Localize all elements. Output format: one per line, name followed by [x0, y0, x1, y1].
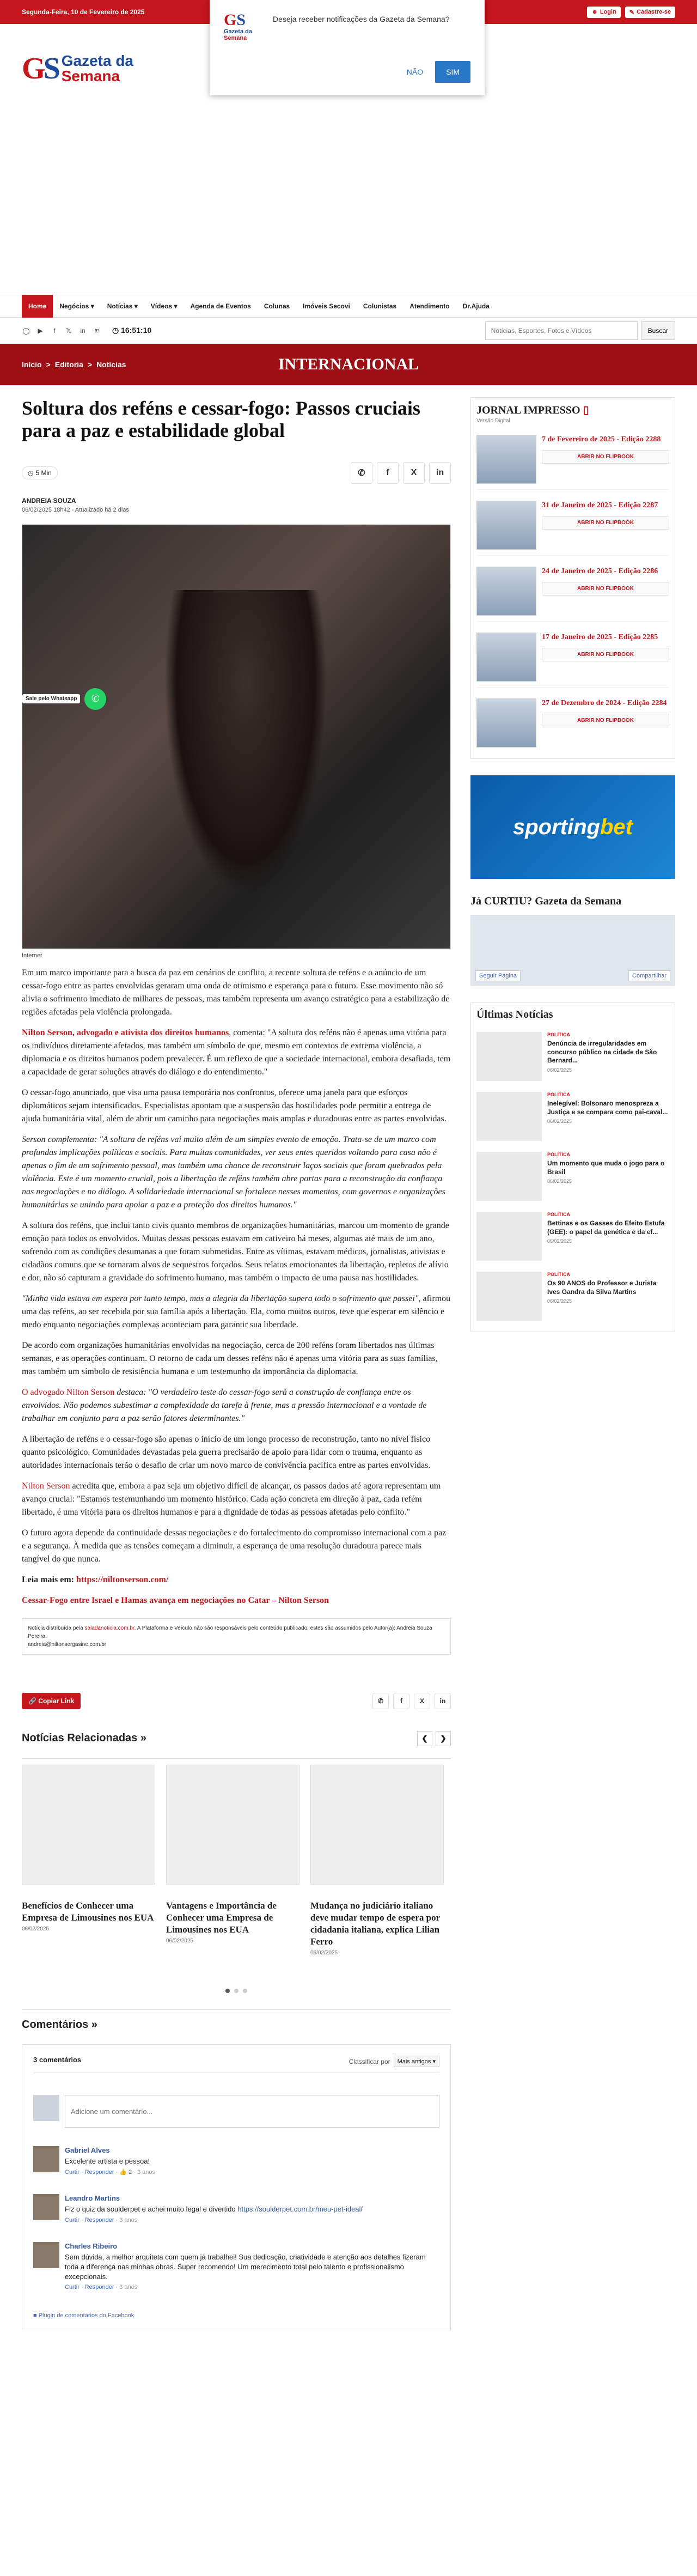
comments-count: 3 comentários [33, 2056, 82, 2064]
journal-subtitle: Versão Digital [476, 418, 510, 424]
avatar [33, 2095, 59, 2121]
edition [476, 435, 669, 490]
news-thumbnail[interactable] [476, 1092, 542, 1141]
nav-imoveis[interactable]: Imóveis Secovi [303, 302, 350, 310]
x-share-icon[interactable]: X [414, 1693, 430, 1709]
clock: ◷ 16:51:10 [112, 326, 152, 335]
news-date: 06/02/2025 [547, 1178, 572, 1184]
related-link[interactable]: Cessar-Fogo entre Israel e Hamas avança em negociações no Catar – Nilton Serson [22, 1595, 329, 1605]
facebook-icon: ■ [33, 2312, 39, 2319]
carousel-dot[interactable] [225, 1989, 230, 1993]
source-link[interactable]: saladanoticia.com.br [84, 1625, 134, 1631]
facebook-widget [470, 895, 675, 986]
news-date: 06/02/2025 [547, 1119, 572, 1125]
notification-yes-button[interactable]: SIM [435, 61, 470, 83]
related-card-date: 06/02/2025 [310, 1950, 338, 1957]
carousel-dot[interactable] [243, 1989, 247, 1993]
paragraph [22, 1594, 451, 1607]
edition [476, 698, 669, 753]
nav-colunistas[interactable]: Colunistas [363, 302, 397, 310]
news-title[interactable]: Os 90 ANOS do Professor e Jurista Ives Gandra da Silva Martins [547, 1279, 657, 1296]
paragraph: De acordo com organizações humanitárias envolvidas na negociação, cerca de 200 reféns foram libertados nas últimas semanas, e as operações continuam. O retorno de cada um desses reféns não é apenas uma vitória para as suas famílias, mas também um símbolo de resistência humana e um testemunho da importância da diplomacia. [22, 1340, 438, 1376]
read-more-link[interactable]: https://niltonserson.com/ [76, 1575, 169, 1584]
open-flipbook-button[interactable]: ABRIR NO FLIPBOOK [542, 450, 669, 464]
news-title[interactable]: Bettinas e os Gasses do Efeito Estufa (GEE): o papel da genética e da ef... [547, 1219, 665, 1236]
photo-subject [164, 590, 327, 895]
edition-title[interactable]: 31 de Janeiro de 2025 - Edição 2287 [542, 501, 658, 509]
nav-colunas[interactable]: Colunas [264, 302, 290, 310]
mobile-icon: ▯ [583, 404, 589, 416]
news-category: POLÍTICA [547, 1212, 570, 1217]
paragraph: Serson complementa: "A soltura de reféns vai muito além de um simples evento de emoção. Trata-se de um marco com profundas implicações políticas e sociais. Para muitas comunidades, ver seus entes queridos voltando para casa não é apenas o fim de um sofrimento pessoal, mas também uma chance de reconstruir laços sociais que foram quebrados pela violência. Este é um momento crucial, pois a libertação de reféns também abre portas para a reconstrução da confiança nas negociações e no diálogo. A solidariedade internacional se fortalece nesses momentos, com governos e organizações humanitárias se unindo para apoiar a paz e a proteção dos direitos humanos." [22, 1134, 445, 1210]
nav-atendimento[interactable]: Atendimento [409, 302, 450, 310]
user-icon: ☻ [591, 9, 598, 15]
section-banner [0, 344, 697, 385]
news-thumbnail[interactable] [476, 1272, 542, 1321]
facebook-share-icon[interactable]: f [393, 1693, 409, 1709]
youtube-icon[interactable]: ▶ [38, 326, 43, 335]
like-icon: 👍 [119, 2169, 127, 2176]
distribution-note: Notícia distribuída pela saladanoticia.com.br. A Plataforma e Veículo não são responsáveis pelo conteúdo publicado, estes são assumidos pelo Autor(a): Andreia Souza Pereira andreia@niltonsergasine.com.br [22, 1618, 451, 1655]
comment: Charles Ribeiro Sem dúvida, a melhor arquiteta com quem já trabalhei! Sua dedicação, criatividade e atenção aos detalhes fizeram toda a diferença nas minhas obras. Super recomendo! Um merecimento total pelo talento e profissionalismo excepcionais. Curtir · Responder · 3 anos [33, 2242, 439, 2291]
news-item[interactable] [476, 1272, 669, 1321]
news-date: 06/02/2025 [547, 1067, 572, 1073]
nav-negocios[interactable]: Negócios ▾ [59, 302, 94, 310]
avatar[interactable] [33, 2194, 59, 2220]
notification-message: Deseja receber notificações da Gazeta da Semana? [273, 15, 450, 23]
sportingbet-ad[interactable]: sportingbet [470, 775, 675, 879]
read-time: ◷ 5 Min [22, 466, 58, 479]
related-thumbnail[interactable] [310, 1765, 444, 1885]
user-plus-icon: ✎ [629, 9, 635, 16]
comment-text: Excelente artista e pessoa! [65, 2157, 150, 2166]
nav-videos[interactable]: Vídeos ▾ [150, 302, 178, 310]
edition-cover[interactable] [476, 633, 536, 682]
share-page-button[interactable]: Compartilhar [628, 970, 670, 981]
photo-caption: Internet [22, 952, 42, 959]
news-category: POLÍTICA [547, 1152, 570, 1157]
nav-noticias[interactable]: Notícias ▾ [107, 302, 138, 310]
edition-title[interactable]: 7 de Fevereiro de 2025 - Edição 2288 [542, 435, 661, 443]
breadcrumb-inicio[interactable]: Início [22, 360, 42, 369]
notification-prompt [210, 0, 485, 95]
copy-link-button[interactable]: 🔗 Copiar Link [22, 1693, 81, 1709]
breadcrumb-noticias[interactable]: Notícias [96, 360, 126, 369]
carousel-dots [22, 1989, 451, 1993]
related-section [22, 1731, 451, 1746]
related-card[interactable] [166, 1765, 299, 1956]
paragraph: Nilton Serson, advogado e ativista dos direitos humanos, comenta: "A soltura dos reféns não é apenas uma vitória para os indivíduos diretamente afetados, mas também um símbolo de que, mesmo em contextos de extrema violência, a diplomacia e os direitos humanos podem prevalecer. É um reflexo de que a sociedade internacional, embora desafiada, tem a capacidade de gerar soluções através do diálogo e do entendimento." [22, 1028, 451, 1077]
current-date: Segunda-Feira, 10 de Fevereiro de 2025 [22, 8, 145, 16]
related-card-title[interactable]: Mudança no judiciário italiano deve mudar tempo de espera por cidadania italiana, explica Lilian Ferro [310, 1900, 440, 1947]
news-title[interactable]: Inelegível: Bolsonaro menospreza a Justiça e se compara como pai-caval... [547, 1099, 668, 1116]
news-item[interactable] [476, 1092, 669, 1141]
follow-page-button[interactable]: Seguir Página [475, 970, 521, 981]
related-thumbnail[interactable] [166, 1765, 299, 1885]
avatar[interactable] [33, 2146, 59, 2172]
edition [476, 501, 669, 556]
clock-icon: ◷ [112, 326, 121, 335]
instagram-icon[interactable]: ◯ [22, 326, 30, 335]
edition-title[interactable]: 27 de Dezembro de 2024 - Edição 2284 [542, 699, 667, 707]
nav-agenda[interactable]: Agenda de Eventos [190, 302, 251, 310]
comments-title: Comentários » [22, 2009, 451, 2031]
news-item[interactable] [476, 1212, 669, 1261]
edition [476, 567, 669, 622]
nav-home[interactable]: Home [22, 295, 53, 318]
related-thumbnail[interactable] [22, 1765, 155, 1885]
edition-cover[interactable] [476, 698, 536, 748]
comment-author[interactable]: Charles Ribeiro [65, 2241, 118, 2250]
share-top [351, 462, 451, 484]
whatsapp-share-icon[interactable]: ✆ [351, 462, 372, 484]
main-nav [0, 295, 697, 318]
related-list [22, 1758, 451, 1956]
paragraph: O cessar-fogo anunciado, que visa uma pausa temporária nos confrontos, oferece uma janela para que esforços diplomáticos sejam intensificados. Especialistas apontam que a suspensão das hostilidades pode permitir a entrega de ajuda humanitária vital, além de abrir um caminho para negociações mais amplas e duradouras entre as partes envolvidas. [22, 1087, 447, 1123]
related-card-date: 06/02/2025 [22, 1925, 50, 1932]
section-title: INTERNACIONAL [278, 355, 419, 373]
site-logo[interactable]: GS Gazeta da Semana [22, 52, 133, 86]
linkedin-share-icon[interactable]: in [429, 462, 451, 484]
comment-text: Sem dúvida, a melhor arquiteta com quem já trabalhei! Sua dedicação, criatividade e atenção aos detalhes fizeram toda a diferença nas minhas obras. Super recomendo! Um merecimento total pelo talento e profissionalismo excepcionais. [65, 2252, 426, 2281]
related-card-title[interactable]: Benefícios de Conhecer uma Empresa de Limousines nos EUA [22, 1900, 154, 1923]
news-thumbnail[interactable] [476, 1152, 542, 1201]
breadcrumb: Início > Editoria > Notícias [22, 360, 126, 369]
related-card[interactable] [22, 1765, 155, 1956]
open-flipbook-button[interactable]: ABRIR NO FLIPBOOK [542, 714, 669, 727]
notification-no-button[interactable]: NÃO [406, 68, 424, 76]
paragraph: A soltura dos reféns, que inclui tanto civis quanto membros de organizações humanitárias, marcou um momento de grande emoção para todos os envolvidos. Muitas dessas pessoas estavam em cativeiro há meses, algumas até mais de um ano, sofrendo com as condições desumanas a que foram submetidas. Entre as vítimas, estavam médicos, jornalistas, ativistas e cidadãos comuns que se tornaram alvos de sequestros forçados. Seus relatos emocionantes da libertação, repletos de alívio e dor, não só capturam a gravidade do sofrimento humano, mas também o impacto de uma pausa nas hostilidades. [22, 1220, 449, 1283]
news-item[interactable] [476, 1152, 669, 1201]
whatsapp-float[interactable]: Sale pelo Whatsapp ✆ [22, 688, 106, 710]
related-card-date: 06/02/2025 [166, 1938, 194, 1945]
article-photo [22, 524, 451, 949]
comment-author[interactable]: Leandro Martins [65, 2194, 120, 2203]
avatar[interactable] [33, 2242, 59, 2268]
comment: Leandro Martins Fiz o quiz da soulderpet e achei muito legal e divertido https://soulderpet.com.br/meu-pet-ideal/ Curtir · Responder · 3 anos [33, 2194, 439, 2223]
paragraph: A libertação de reféns e o cessar-fogo são apenas o início de um longo processo de reconstrução, tanto no nível físico quanto psicológico. Comunidades devastadas pela guerra precisarão de apoio para lidar com o trauma, enquanto as autoridades internacionais terão o desafio de criar um novo marco de convivência pacífica entre as partes envolvidas. [22, 1434, 431, 1470]
facebook-share-icon[interactable]: f [377, 462, 399, 484]
edition-title[interactable]: 17 de Janeiro de 2025 - Edição 2285 [542, 633, 658, 641]
link-icon: 🔗 [28, 1697, 39, 1705]
article-main [22, 397, 451, 2472]
news-date: 06/02/2025 [547, 1238, 572, 1244]
paragraph: O futuro agora depende da continuidade dessas negociações e do fortalecimento do compromisso internacional com a paz e a segurança. À medida que as tensões começam a diminuir, a esperança de uma resolução duradoura parece mais tangível do que nunca. [22, 1528, 447, 1564]
article-body [22, 967, 451, 1607]
latest-news-box [470, 1003, 675, 1332]
news-date: 06/02/2025 [547, 1298, 572, 1304]
author-email: andreia@niltonsergasine.com.br [28, 1641, 107, 1648]
comment-text: Fiz o quiz da soulderpet e achei muito legal e divertido https://soulderpet.com.br/meu-pet-ideal/ [65, 2205, 363, 2214]
x-share-icon[interactable]: X [403, 462, 425, 484]
paragraph: O advogado Nilton Serson destaca: "O verdadeiro teste do cessar-fogo será a construção de confiança entre os envolvidos. Não podemos subestimar a complexidade da tarefa à frente, mas a pressão internacional e a vontade de trabalhar em conjunto para a paz serão fatores determinantes." [22, 1387, 427, 1423]
whatsapp-icon[interactable]: ✆ [84, 688, 106, 710]
comment-actions[interactable]: Curtir · Responder · [65, 2169, 118, 2176]
news-thumbnail[interactable] [476, 1212, 542, 1261]
edition [476, 633, 669, 688]
article-date: 06/02/2025 18h42 - Atualizado há 2 dias [22, 506, 129, 513]
edition-cover[interactable] [476, 501, 536, 550]
share-bottom [22, 1693, 451, 1709]
comment: Gabriel Alves Excelente artista e pessoa! Curtir · Responder · 👍 2 · 3 anos [33, 2146, 439, 2176]
login-button[interactable]: ☻ Login [587, 7, 621, 18]
news-category: POLÍTICA [547, 1092, 570, 1097]
news-item[interactable] [476, 1032, 669, 1081]
clock-icon: ◷ [28, 469, 34, 477]
latest-news-title: Últimas Notícias [476, 1008, 553, 1020]
facebook-plugin-link[interactable]: ■ Plugin de comentários do Facebook [33, 2312, 134, 2319]
author: ANDREIA SOUZA [22, 496, 76, 505]
sidebar [470, 397, 675, 2472]
breadcrumb-editoria[interactable]: Editoria [54, 360, 83, 369]
facebook-widget-title: Já CURTIU? Gazeta da Semana [470, 895, 622, 907]
notification-logo: GS Gazeta da Semana [224, 11, 252, 41]
sort-select[interactable]: Mais antigos ▾ [394, 2056, 439, 2067]
sub-nav [0, 318, 697, 344]
open-flipbook-button[interactable]: ABRIR NO FLIPBOOK [542, 648, 669, 661]
search-form [485, 321, 675, 340]
comment-input[interactable] [65, 2095, 439, 2128]
news-title[interactable]: Um momento que muda o jogo para o Brasil [547, 1159, 665, 1176]
carousel-dot[interactable] [234, 1989, 239, 1993]
open-flipbook-button[interactable]: ABRIR NO FLIPBOOK [542, 582, 669, 596]
search-input[interactable] [485, 321, 638, 340]
related-card-title[interactable]: Vantagens e Importância de Conhecer uma Empresa de Limousines nos EUA [166, 1900, 277, 1935]
prev-arrow-icon[interactable]: ❮ [417, 1731, 432, 1746]
edition-cover[interactable] [476, 435, 536, 484]
rss-icon[interactable]: ≋ [94, 326, 100, 335]
news-category: POLÍTICA [547, 1272, 570, 1277]
register-button[interactable]: ✎ Cadastre-se [625, 7, 675, 18]
edition-title[interactable]: 24 de Janeiro de 2025 - Edição 2286 [542, 567, 658, 575]
journal-box [470, 397, 675, 759]
facebook-icon[interactable]: f [53, 326, 56, 335]
paragraph: Nilton Serson acredita que, embora a paz seja um objetivo difícil de alcançar, os passos dados até agora representam um avanço crucial: "Estamos testemunhando um momento histórico. Cada ação concreta em direção à paz, cada refém libertado, é uma vitória para os direitos humanos e para a dignidade de todas as pessoas afetadas pelo conflito." [22, 1481, 441, 1517]
linkedin-icon[interactable]: in [80, 326, 85, 335]
comment-actions[interactable]: Curtir · Responder · [65, 2284, 118, 2291]
x-icon[interactable]: 𝕏 [66, 326, 71, 335]
nav-drajuda[interactable]: Dr.Ajuda [462, 302, 490, 310]
comments-box: 3 comentários Classificar por Mais antigos ▾ Adicione um comentário... Gabriel Alves Excelente artista e pessoa! Curtir · Responder · 👍 2 · 3 anos Leandro Martins Fiz o quiz da soulderpet e achei muito legal e divertido https://soulderpet.com.br/meu-pet-ideal/ Curtir · Responder · 3 anos Charles Ribeiro Sem dúvida, a melhor arquiteta com quem já trabalhei! Sua dedicação, criatividade e atenção aos detalhes fizeram toda a diferença nas minhas obras. Super recomendo! Um merecimento total pelo talento e profissionalismo excepcionais. Curtir · Responder · 3 anos ■ Plugin de comentários do Facebook [22, 2044, 451, 2330]
whatsapp-share-icon[interactable]: ✆ [372, 1693, 389, 1709]
related-title: Notícias Relacionadas » [22, 1732, 146, 1745]
article-title: Soltura dos reféns e cessar-fogo: Passos cruciais para a paz e estabilidade global [22, 397, 420, 442]
comment-actions[interactable]: Curtir · Responder · [65, 2216, 118, 2223]
linkedin-share-icon[interactable]: in [435, 1693, 451, 1709]
paragraph: "Minha vida estava em espera por tanto tempo, mas a alegria da libertação supera todo o sofrimento que passei", afirmou uma das reféns, ao ser recebida por sua família após a libertação. Ela, como muitos outros, teve que esperar em silêncio e medo enquanto negociações complexas aconteciam para garantir sua liberdade. [22, 1293, 451, 1329]
open-flipbook-button[interactable]: ABRIR NO FLIPBOOK [542, 516, 669, 530]
news-category: POLÍTICA [547, 1032, 570, 1037]
edition-cover[interactable] [476, 567, 536, 616]
related-card[interactable] [310, 1765, 444, 1956]
news-thumbnail[interactable] [476, 1032, 542, 1081]
search-button[interactable]: Buscar [641, 321, 675, 340]
comment-link[interactable]: https://soulderpet.com.br/meu-pet-ideal/ [237, 2205, 363, 2214]
paragraph: Leia mais em: https://niltonserson.com/ [22, 1575, 169, 1584]
journal-title: JORNAL IMPRESSO ▯ [476, 404, 589, 416]
facebook-page-preview[interactable] [470, 915, 675, 986]
paragraph: Em um marco importante para a busca da paz em cenários de conflito, a recente soltura de reféns e o anúncio de um cessar-fogo entre as partes envolvidas geraram uma onda de otimismo e esperança para o futuro. Esse movimento não só alivia o sofrimento imediato de milhares de pessoas, mas também representa um avanço estratégico para a estabilização de regiões afetadas pela violência prolongada. [22, 968, 450, 1017]
comment-author[interactable]: Gabriel Alves [65, 2146, 110, 2155]
news-title[interactable]: Denúncia de irregularidades em concurso público na cidade de São Bernard... [547, 1040, 657, 1065]
next-arrow-icon[interactable]: ❯ [436, 1731, 451, 1746]
